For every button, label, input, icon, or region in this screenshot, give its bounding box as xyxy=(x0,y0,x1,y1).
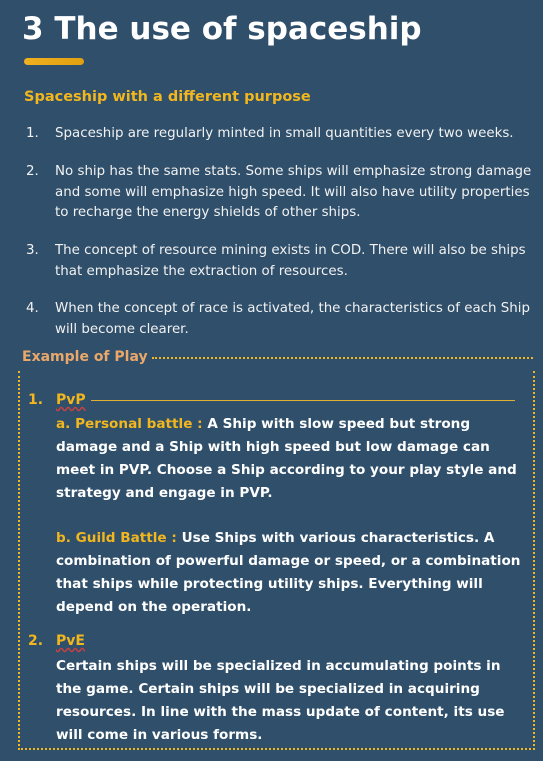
guild-battle-text: Use Ships with various characteristics. A combination of powerful damage or speed, or a combination that ships while protecting utility ships. Everything will depend on the operation. xyxy=(56,530,521,615)
personal-battle-label: a. Personal battle : xyxy=(56,416,208,432)
personal-battle-text: A Ship with slow speed but strong damage and a Ship with high speed but low damage can meet in PVP. Choose a Ship according to your play style and strategy and engage in PVP. xyxy=(56,416,517,501)
list-item xyxy=(26,124,536,162)
list-item-text: Spaceship are regularly minted in small quantities every two weeks. xyxy=(55,126,514,141)
list-item-number: 1. xyxy=(26,126,39,141)
pve-title: PvE xyxy=(56,633,85,649)
list-item-number: 2. xyxy=(26,164,39,179)
list-item-number: 4. xyxy=(26,301,39,316)
pvp-divider-line xyxy=(91,400,515,401)
page-title: 3 The use of spaceship xyxy=(22,11,422,47)
list-item xyxy=(26,299,536,340)
personal-battle-paragraph xyxy=(56,413,526,505)
guild-battle-label: b. Guild Battle : xyxy=(56,530,182,546)
guild-battle-paragraph xyxy=(56,527,526,619)
list-item-text: The concept of resource mining exists in COD. There will also be ships that emphasize the extraction of resources. xyxy=(55,243,526,279)
pve-paragraph: Certain ships will be specialized in accumulating points in the game. Certain ships will be specialized in acquiring resources. In line with the mass update of content, its use will come in various forms. xyxy=(56,658,505,743)
purpose-list xyxy=(26,124,536,340)
dotted-divider xyxy=(152,357,533,359)
title-underline-bar xyxy=(24,58,84,65)
list-item xyxy=(26,162,536,241)
example-of-play-label: Example of Play xyxy=(22,349,148,365)
list-item-text: No ship has the same stats. Some ships will emphasize strong damage and some will emphasize high speed. It will also have utility properties to recharge the energy shields of other ships. xyxy=(55,164,532,220)
list-item-text: When the concept of race is activated, the characteristics of each Ship will become clearer. xyxy=(55,301,530,337)
list-item xyxy=(26,241,536,299)
list-item-number: 3. xyxy=(26,243,39,258)
section-subtitle: Spaceship with a different purpose xyxy=(24,89,311,105)
pve-number: 2. xyxy=(28,633,44,649)
pvp-title: PvP xyxy=(56,392,86,408)
pvp-number: 1. xyxy=(28,392,44,408)
